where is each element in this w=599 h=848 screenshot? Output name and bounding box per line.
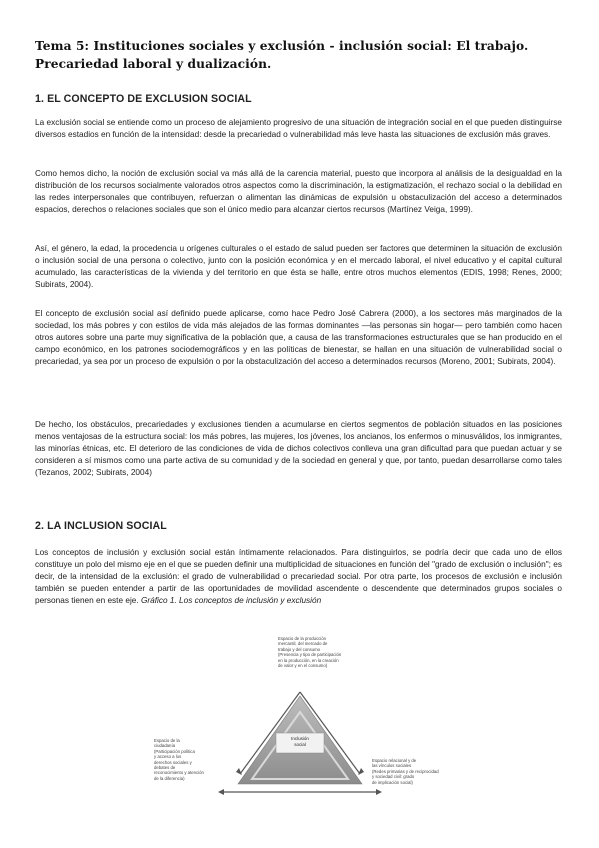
paragraph: Así, el género, la edad, la procedencia u orígenes culturales o el estado de salud pueden ser factores que determinen la situación de exclusión o inclusión social de una persona o colectivo, junto con la posición económica y en el mercado laboral, el nivel educativo y el capital cultural acumulado, las características de la vivienda y del territorio en que ésta se halle, entre otros muchos elementos (EDIS, 1998; Renes, 2000; Subirats, 2004). [35, 244, 562, 289]
arrowhead [218, 789, 224, 795]
figure-caption: Gráfico 1. Los conceptos de inclusión y exclusión [140, 596, 322, 605]
paragraph: La exclusión social se entiende como un proceso de alejamiento progresivo de una situación de integración social en el que pueden distinguirse diversos estadios en función de la intensidad: desde la precariedad o vulnerabilidad más leve hasta las situaciones de exclusión más graves. [35, 118, 562, 139]
left-space-label: Espacio de la ciudadanía (Participación política y acceso a los derechos sociales y debates de reconocimiento y atención de la diferencia) [154, 738, 204, 781]
section-heading-1: 1. EL CONCEPTO DE EXCLUSION SOCIAL [35, 93, 252, 105]
right-space-label: Espacio relacional y de las vínculos sociales (Redes primarias y de reciprocidad y sociedad civil: grado de implicación social) [372, 758, 439, 785]
paragraph-text: Los conceptos de inclusión y exclusión social están íntimamente relacionados. Para distinguirlos, se podría decir que cada uno de ellos constituye un polo del mismo eje en el que se pueden definir una multiplicidad de situaciones en función del "grado de exclusión o inclusión"; es decir, de la intensidad de la exclusión: el grado de vulnerabilidad o precariedad social. Por otra parte, los procesos de exclusión e inclusión también se pueden entender a partir de las oportunidades de movilidad ascendente o descendente que determinados grupos sociales o personas tienen en este eje. [35, 548, 562, 605]
section-heading-2: 2. LA INCLUSION SOCIAL [35, 520, 167, 532]
page-title: Tema 5: Instituciones sociales y exclusión - inclusión social: El trabajo. Precariedad laboral y dualización. [35, 39, 529, 71]
center-label: Inclusión social [291, 736, 309, 747]
paragraph: El concepto de exclusión social así definido puede aplicarse, como hace Pedro José Cabrera (2000), a los sectores más marginados de la sociedad, los más pobres y con estilos de vida más alejados de las formas dominantes —las personas sin hogar— pero también como hacen otros autores sobre una parte muy significativa de la población que, a causa de las transformaciones estructurales que se han producido en el campo económico, en los patrones sociodemográficos y en las políticas de bienestar, se hallan en una situación de vulnerabilidad social o precariedad, ya sea por un proceso de expulsión o por la obstaculización del acceso a determinados recursos (Moreno, 2001; Subirats, 2004). [35, 309, 562, 366]
arrowhead [376, 789, 382, 795]
paragraph: Como hemos dicho, la noción de exclusión social va más allá de la carencia material, puesto que incorpora al análisis de la desigualdad en la distribución de los recursos socialmente valorados otros aspectos como la discriminación, la estigmatización, el rechazo social o la debilidad en las redes interpersonales que contribuyen, refuerzan o alimentan las dinámicas de expulsión u obstaculización del acceso a determinados espacios, derechos o relaciones sociales que son el único medio para alcanzar ciertos recursos (Martínez Veiga, 1999). [35, 169, 562, 214]
paragraph [35, 547, 562, 607]
top-space-label: Espacio de la producción mercantil, del mercado de trabajo y del consumo (Presencia y tipo de participación en la producción, en la creación de valor y en el consumo) [278, 636, 342, 669]
inclusion-exclusion-diagram [150, 634, 450, 809]
paragraph: De hecho, los obstáculos, precariedades y exclusiones tienden a acumularse en ciertos segmentos de población situados en las posiciones menos ventajosas de la estructura social: los más pobres, las mujeres, los jóvenes, los ancianos, los enfermos o minusválidos, los inmigrantes, las minorías étnicas, etc. El deterioro de las condiciones de vida de dichos colectivos conlleva una gran dificultad para que puedan actuar y se consideren a sí mismos como una parte activa de su comunidad y de la sociedad en general y que, por tanto, puedan desarrollarse como tales (Tezanos, 2002; Subirats, 2004) [35, 420, 562, 477]
